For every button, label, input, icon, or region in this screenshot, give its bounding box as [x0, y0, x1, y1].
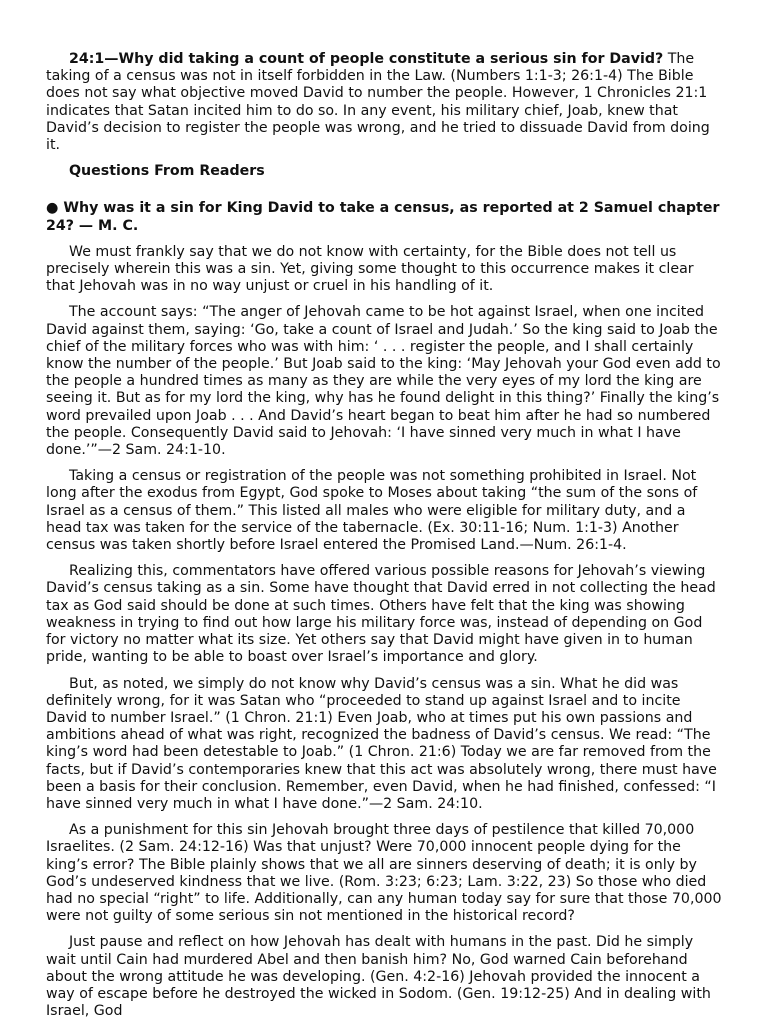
answer-paragraph-4: Realizing this, commentators have offered various possible reasons for Jehovah’s viewing David’s census taking as a sin. Some have thought that David erred in not collecting the head tax as God said should be done at such times. Others have felt that the king was showing weakness in trying to find out how large his military force was, instead of depending on God for victory no matter what its size. Yet others say that David might have given in to human pride, wanting to be able to boast over Israel’s importance and glory.	[46, 563, 716, 666]
answer-paragraph-7: Just pause and reflect on how Jehovah has dealt with humans in the past. Did he simply wait until Cain had murdered Abel and then banish him? No, God warned Cain beforehand about the wrong attitude he was developing. (Gen. 4:2-16) Jehovah provided the innocent a way of escape before he destroyed the wicked in Sodom. (Gen. 19:12-25) And in dealing with Israel, God	[46, 934, 711, 1020]
answer-paragraph-6: As a punishment for this sin Jehovah brought three days of pestilence that killed 70,000 Israelites. (2 Sam. 24:12-16) Was that unjust? Were 70,000 innocent people dying for the king’s error? The Bible plainly shows that we all are sinners deserving of death; it is only by God’s undeserved kindness that we live. (Rom. 3:23; 6:23; Lam. 3:22, 23) So those who died had no special “right” to life. Additionally, can any human today say for sure that those 70,000 were not guilty of some serious sin not mentioned in the historical record?	[46, 822, 722, 925]
answer-paragraph-1: We must frankly say that we do not know with certainty, for the Bible does not tell us precisely wherein this was a sin. Yet, giving some thought to this occurrence makes it clear that Jehovah was in no way unjust or cruel in his handling of it.	[46, 243, 694, 295]
answer-paragraph-3: Taking a census or registration of the people was not something prohibited in Israel. Not long after the exodus from Egypt, God spoke to Moses about taking “the sum of the sons of Israel as a census of them.” This listed all males who were eligible for military duty, and a head tax was taken for the service of the tabernacle. (Ex. 30:11-16; Num. 1:1-3) Another census was taken shortly before Israel entered the Promised Land.—Num. 26:1-4.	[46, 468, 698, 554]
intro-body: The taking of a census was not in itself forbidden in the Law. (Numbers 1:1-3; 26:1-4) The Bible does not say what objective moved David to number the people. However, 1 Chronicles 21:1 indicates that Satan incited him to do so. In any event, his military chief, Joab, knew that David’s decision to register the people was wrong, and he tried to dissuade David from doing it.	[46, 51, 710, 154]
intro-paragraph	[46, 51, 722, 154]
intro-heading: 24:1—Why did taking a count of people constitute a serious sin for David?	[69, 51, 664, 67]
answer-paragraph-5: But, as noted, we simply do not know why David’s census was a sin. What he did was definitely wrong, for it was Satan who “proceeded to stand up against Israel and to incite David to number Israel.” (1 Chron. 21:1) Even Joab, who at times put his own passions and ambitions ahead of what was right, recognized the badness of David’s census. We read: “The king’s word had been detestable to Joab.” (1 Chron. 21:6) Today we are far removed from the facts, but if David’s contemporaries knew that this act was absolutely wrong, there must have been a basis for their conclusion. Remember, even David, when he had finished, confessed: “I have sinned very much in what I have done.”—2 Sam. 24:10.	[46, 675, 717, 812]
section-title: Questions From Readers	[69, 163, 265, 180]
document-page	[46, 51, 722, 1029]
reader-question: ● Why was it a sin for King David to take a census, as reported at 2 Samuel chapter 24? — M. C.	[46, 200, 720, 234]
answer-paragraph-2: The account says: “The anger of Jehovah came to be hot against Israel, when one incited David against them, saying: ‘Go, take a count of Israel and Judah.’ So the king said to Joab the chief of the military forces who was with him: ‘ . . . register the people, and I shall certainly know the number of the people.’ But Joab said to the king: ‘May Jehovah your God even add to the people a hundred times as many as they are while the very eyes of my lord the king are seeing it. But as for my lord the king, why has he found delight in this thing?’ Finally the king’s word prevailed upon Joab . . . And David’s heart began to beat him after he had so numbered the people. Consequently David said to Jehovah: ‘I have sinned very much in what I have done.’”—2 Sam. 24:1-10.	[46, 304, 721, 459]
